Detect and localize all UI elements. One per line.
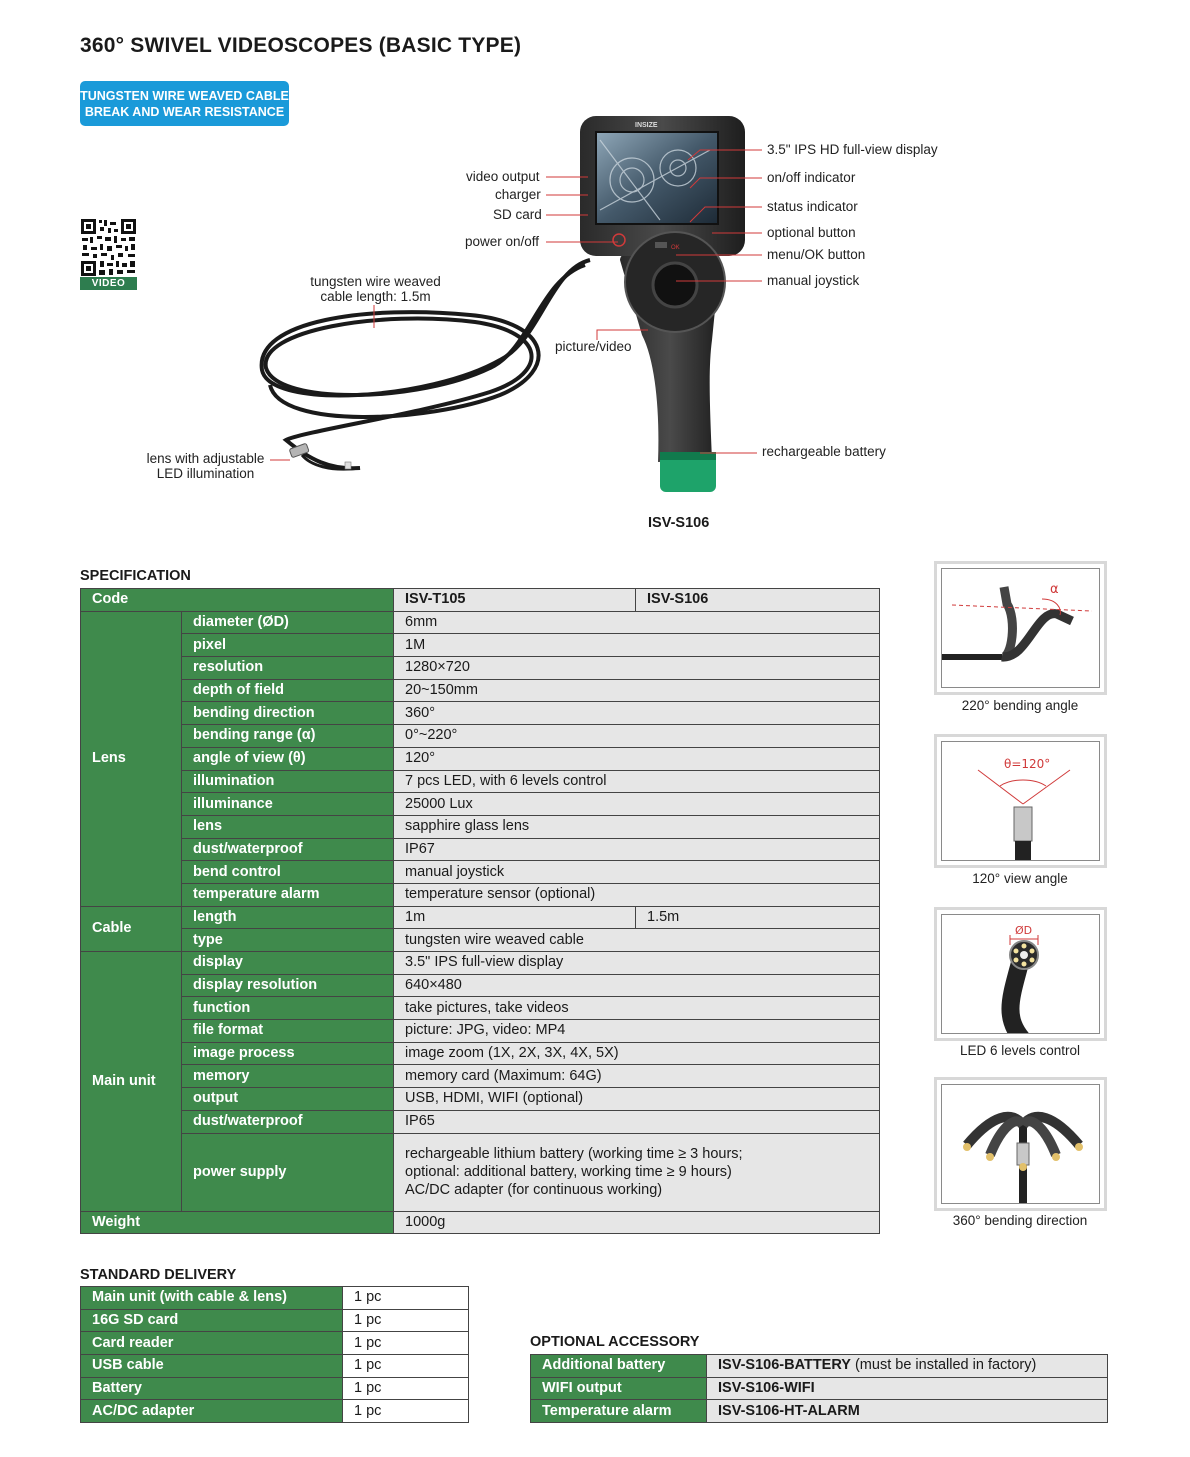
thumb-caption-view: 120° view angle <box>972 871 1068 886</box>
accessory-code-cell <box>707 1377 1108 1400</box>
spec-header-model-2: ISV-S106 <box>636 589 880 612</box>
spec-value-power <box>394 1133 880 1211</box>
delivery-item: AC/DC adapter <box>81 1400 343 1423</box>
spec-label: display <box>182 952 394 975</box>
thumb-view-angle <box>934 734 1107 868</box>
spec-value: USB, HDMI, WIFI (optional) <box>394 1088 880 1111</box>
spec-row <box>81 657 880 680</box>
delivery-qty: 1 pc <box>343 1400 469 1423</box>
callout-cable-line-1: tungsten wire weaved <box>310 274 441 289</box>
device-screen <box>596 132 718 224</box>
delivery-row <box>81 1309 469 1332</box>
delivery-qty: 1 pc <box>343 1309 469 1332</box>
spec-label: image process <box>182 1042 394 1065</box>
spec-label: depth of field <box>182 679 394 702</box>
spec-row <box>81 815 880 838</box>
delivery-table <box>80 1286 469 1423</box>
delivery-title: STANDARD DELIVERY <box>80 1267 237 1283</box>
spec-label: bending direction <box>182 702 394 725</box>
badge-line-2: BREAK AND WEAR RESISTANCE <box>84 105 285 119</box>
accessory-item: WIFI output <box>531 1377 707 1400</box>
power-supply-line2: optional: additional battery, working time ≥ 9 hours) <box>405 1164 732 1180</box>
callout-video-output: video output <box>466 169 540 184</box>
thumb-od-symbol: ØD <box>1015 924 1033 937</box>
spec-label: diameter (ØD) <box>182 611 394 634</box>
thumb-caption-direction: 360° bending direction <box>952 1213 1088 1228</box>
spec-label: dust/waterproof <box>182 1110 394 1133</box>
delivery-row <box>81 1355 469 1378</box>
power-supply-line3: AC/DC adapter (for continuous working) <box>405 1182 663 1198</box>
spec-value: 120° <box>394 747 880 770</box>
spec-value: 3.5" IPS full-view display <box>394 952 880 975</box>
callout-power-on-off: power on/off <box>465 234 540 249</box>
spec-row <box>81 906 880 929</box>
callout-optional-button: optional button <box>767 225 856 240</box>
spec-row <box>81 634 880 657</box>
joystick <box>653 263 697 307</box>
spec-row <box>81 611 880 634</box>
spec-value: 20~150mm <box>394 679 880 702</box>
delivery-qty: 1 pc <box>343 1287 469 1310</box>
callout-charger: charger <box>495 187 541 202</box>
spec-header-code: Code <box>81 589 394 612</box>
spec-value: 1M <box>394 634 880 657</box>
accessory-note: (must be installed in factory) <box>850 1357 1037 1374</box>
spec-value: 25000 Lux <box>394 793 880 816</box>
accessory-row <box>531 1377 1108 1400</box>
spec-header-row <box>81 589 880 612</box>
spec-group-main-unit: Main unit <box>81 952 182 1212</box>
delivery-qty: 1 pc <box>343 1377 469 1400</box>
callout-battery: rechargeable battery <box>762 444 886 459</box>
spec-value: 0°~220° <box>394 725 880 748</box>
callout-picture-video: picture/video <box>555 339 632 354</box>
spec-row <box>81 838 880 861</box>
spec-value: manual joystick <box>394 861 880 884</box>
callout-cable <box>308 274 443 304</box>
delivery-row <box>81 1287 469 1310</box>
spec-row <box>81 952 880 975</box>
spec-label-weight: Weight <box>81 1211 394 1234</box>
spec-row <box>81 1020 880 1043</box>
delivery-row <box>81 1332 469 1355</box>
delivery-item: Main unit (with cable & lens) <box>81 1287 343 1310</box>
spec-row <box>81 770 880 793</box>
spec-value: image zoom (1X, 2X, 3X, 4X, 5X) <box>394 1042 880 1065</box>
accessory-code-cell <box>707 1355 1108 1378</box>
spec-value: picture: JPG, video: MP4 <box>394 1020 880 1043</box>
spec-row <box>81 1088 880 1111</box>
delivery-row <box>81 1400 469 1423</box>
thumb-bending-angle <box>934 561 1107 695</box>
spec-row <box>81 702 880 725</box>
spec-row-weight <box>81 1211 880 1234</box>
thumb-alpha-symbol: α <box>1050 582 1059 597</box>
spec-row <box>81 793 880 816</box>
spec-value: 7 pcs LED, with 6 levels control <box>394 770 880 793</box>
thumb-bending-direction <box>934 1077 1107 1211</box>
spec-value: tungsten wire weaved cable <box>394 929 880 952</box>
badge-line-1: TUNGSTEN WIRE WEAVED CABLE <box>80 89 289 103</box>
accessory-code: ISV-S106-BATTERY <box>718 1357 851 1374</box>
callout-manual-joystick: manual joystick <box>767 273 860 288</box>
spec-label: file format <box>182 1020 394 1043</box>
spec-value-model-1: 1m <box>394 906 636 929</box>
callout-lens <box>144 451 267 481</box>
spec-label: pixel <box>182 634 394 657</box>
spec-value-weight: 1000g <box>394 1211 880 1234</box>
spec-row <box>81 1065 880 1088</box>
spec-label: dust/waterproof <box>182 838 394 861</box>
spec-label: display resolution <box>182 974 394 997</box>
spec-table <box>80 588 880 1234</box>
spec-label: temperature alarm <box>182 883 394 906</box>
spec-label: bending range (α) <box>182 725 394 748</box>
spec-row <box>81 974 880 997</box>
thumb-caption-led: LED 6 levels control <box>959 1043 1081 1058</box>
spec-label: function <box>182 997 394 1020</box>
accessory-table <box>530 1354 1108 1423</box>
callout-display: 3.5" IPS HD full-view display <box>767 142 938 157</box>
accessory-row <box>531 1355 1108 1378</box>
delivery-qty: 1 pc <box>343 1332 469 1355</box>
callout-on-off-indicator: on/off indicator <box>767 170 856 185</box>
spec-row <box>81 997 880 1020</box>
spec-label: power supply <box>182 1133 394 1211</box>
spec-group-lens: Lens <box>81 611 182 906</box>
page-title: 360° SWIVEL VIDEOSCOPES (BASIC TYPE) <box>80 34 522 57</box>
model-caption: ISV-S106 <box>648 515 710 531</box>
spec-label: illuminance <box>182 793 394 816</box>
accessory-code: ISV-S106-WIFI <box>718 1380 815 1397</box>
qr-code-icon[interactable] <box>80 218 137 277</box>
spec-value: memory card (Maximum: 64G) <box>394 1065 880 1088</box>
qr-video-label: VIDEO <box>80 277 137 290</box>
spec-label: resolution <box>182 657 394 680</box>
spec-value: 360° <box>394 702 880 725</box>
spec-label: memory <box>182 1065 394 1088</box>
spec-label: output <box>182 1088 394 1111</box>
thumb-caption-bending: 220° bending angle <box>961 698 1079 713</box>
thumb-led <box>934 907 1107 1041</box>
spec-row-power <box>81 1133 880 1211</box>
thumb-theta-symbol: θ=120° <box>1004 757 1051 771</box>
accessory-title: OPTIONAL ACCESSORY <box>530 1334 700 1350</box>
accessory-code: ISV-S106-HT-ALARM <box>718 1402 860 1419</box>
spec-row <box>81 883 880 906</box>
spec-value-model-2: 1.5m <box>636 906 880 929</box>
spec-value: take pictures, take videos <box>394 997 880 1020</box>
spec-row <box>81 725 880 748</box>
brand-logo: INSIZE <box>635 122 658 129</box>
callout-cable-line-2: cable length: 1.5m <box>320 289 431 304</box>
accessory-item: Temperature alarm <box>531 1400 707 1423</box>
spec-label: bend control <box>182 861 394 884</box>
spec-value: IP67 <box>394 838 880 861</box>
spec-row <box>81 1042 880 1065</box>
callout-sd-card: SD card <box>493 207 542 222</box>
spec-row <box>81 929 880 952</box>
callout-lens-line-2: LED illumination <box>156 466 255 481</box>
spec-header-model-1: ISV-T105 <box>394 589 636 612</box>
accessory-code-cell <box>707 1400 1108 1423</box>
spec-row <box>81 747 880 770</box>
accessory-item: Additional battery <box>531 1355 707 1378</box>
spec-label: type <box>182 929 394 952</box>
delivery-item: USB cable <box>81 1355 343 1378</box>
delivery-qty: 1 pc <box>343 1355 469 1378</box>
spec-label: illumination <box>182 770 394 793</box>
spec-row <box>81 1110 880 1133</box>
delivery-item: Card reader <box>81 1332 343 1355</box>
power-supply-line1: rechargeable lithium battery (working time ≥ 3 hours; <box>405 1146 743 1162</box>
spec-value: sapphire glass lens <box>394 815 880 838</box>
spec-group-cable: Cable <box>81 906 182 951</box>
spec-value: IP65 <box>394 1110 880 1133</box>
accessory-row <box>531 1400 1108 1423</box>
spec-value: temperature sensor (optional) <box>394 883 880 906</box>
callout-status-indicator: status indicator <box>767 199 858 214</box>
delivery-row <box>81 1377 469 1400</box>
callout-menu-ok-button: menu/OK button <box>767 247 866 262</box>
spec-label: lens <box>182 815 394 838</box>
spec-value: 1280×720 <box>394 657 880 680</box>
spec-value: 640×480 <box>394 974 880 997</box>
delivery-item: 16G SD card <box>81 1309 343 1332</box>
spec-row <box>81 679 880 702</box>
spec-row <box>81 861 880 884</box>
spec-label: angle of view (θ) <box>182 747 394 770</box>
spec-title: SPECIFICATION <box>80 568 191 584</box>
svg-text:OK: OK <box>671 245 680 251</box>
delivery-item: Battery <box>81 1377 343 1400</box>
callout-lens-line-1: lens with adjustable <box>146 451 265 466</box>
spec-label: length <box>182 906 394 929</box>
spec-value: 6mm <box>394 611 880 634</box>
